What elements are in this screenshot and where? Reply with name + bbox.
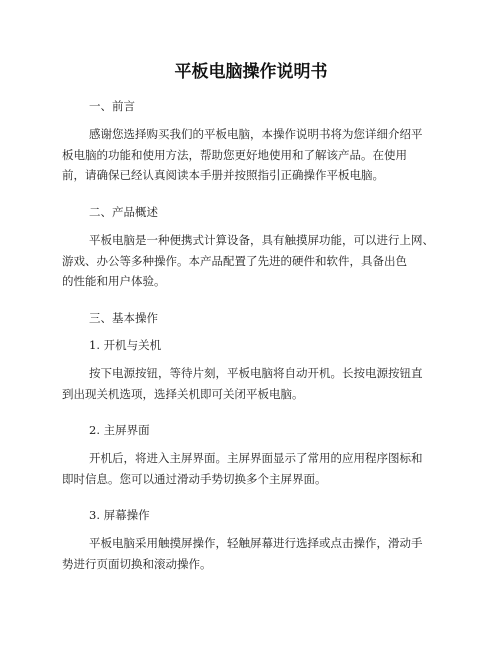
section-body-overview: [62, 230, 462, 292]
paragraph-line: 游戏、办公等多种操作。本产品配置了先进的硬件和软件，具备出色: [62, 253, 407, 268]
subsection-heading-home-screen: 2. 主屏界面: [89, 423, 150, 437]
paragraph-line: 即时信息。您可以通过滑动手势切换多个主屏界面。: [62, 471, 327, 486]
subsection-heading-power: 1. 开机与关机: [89, 338, 162, 352]
section-heading-overview: 二、产品概述: [89, 205, 158, 219]
paragraph-line: 的性能和用户体验。: [62, 274, 166, 288]
paragraph-line: 平板电脑采用触摸屏操作，轻触屏幕进行选择或点击操作，滑动手: [89, 536, 423, 550]
section-heading-basic-operations: 三、基本操作: [89, 311, 158, 325]
paragraph-line: 到出现关机选项，选择关机即可关闭平板电脑。: [62, 386, 304, 401]
paragraph-line: 感谢您选择购买我们的平板电脑，本操作说明书将为您详细介绍平: [89, 127, 423, 141]
subsection-heading-screen-operation: 3. 屏幕操作: [89, 508, 150, 522]
section-heading-preface: 一、前言: [89, 99, 135, 113]
paragraph-line: 前，请确保已经认真阅读本手册并按照指引正确操作平板电脑。: [62, 168, 384, 182]
subsection-body-screen-operation: [62, 533, 462, 574]
subsection-body-power: [62, 363, 462, 404]
paragraph-line: 开机后，将进入主屏界面。主屏界面显示了常用的应用程序图标和: [89, 451, 423, 465]
paragraph-line: 势进行页面切换和滚动操作。: [62, 556, 212, 571]
paragraph-line: 按下电源按钮，等待片刻，平板电脑将自动开机。长按电源按钮直: [89, 366, 423, 380]
document-title: 平板电脑操作说明书: [174, 62, 328, 82]
section-body-preface: [62, 124, 462, 186]
subsection-body-home-screen: [62, 448, 462, 489]
paragraph-line: 平板电脑是一种便携式计算设备，具有触摸屏功能，可以进行上网、: [89, 233, 434, 247]
paragraph-line: 板电脑的功能和使用方法，帮助您更好地使用和了解该产品。在使用: [62, 147, 407, 162]
